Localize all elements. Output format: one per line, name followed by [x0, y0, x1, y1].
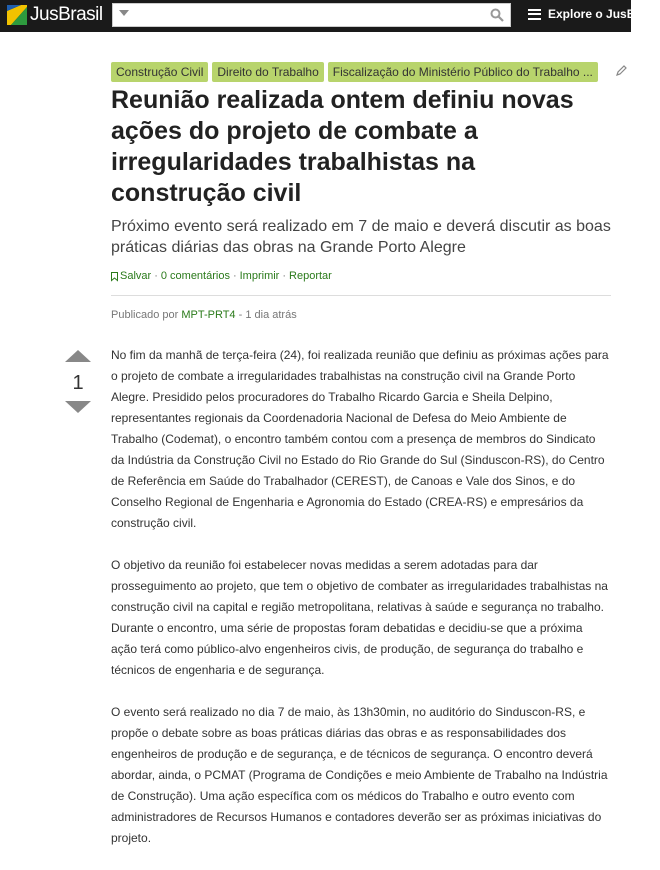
separator: ·	[282, 270, 287, 282]
published-time: - 1 dia atrás	[238, 309, 297, 321]
paragraph: No fim da manhã de terça-feira (24), foi realizada reunião que definiu as próximas ações para o projeto de combate a irregularidades trabalhistas na construção civil na Grande Porto Alegre. Presidido pelos procuradores do Trabalho Ricardo Garcia e Sheila Delpino, representantes regionais da Coordenadoria Nacional de Defesa do Meio Ambiente de Trabalho (Codemat), o encontro também contou com a presença de membros do Sindicato da Indústria da Construção Civil no Estado do Rio Grande do Sul (Sinduscon-RS), do Centro de Referência em Saúde do Trabalhador (CEREST), de Canoas e Vale dos Sinos, e do Conselho Regional de Engenharia e Agronomia do Estado (CREA-RS) e empresários da construção civil.	[111, 348, 609, 530]
tag-fiscalizacao-mpt[interactable]: Fiscalização do Ministério Público do Trabalho ...	[328, 62, 598, 82]
search-box[interactable]	[112, 3, 511, 27]
separator: ·	[232, 270, 237, 282]
divider	[111, 295, 611, 296]
save-link[interactable]: Salvar	[120, 270, 152, 282]
downvote-arrow-icon[interactable]	[65, 401, 91, 413]
explore-menu-button[interactable]	[528, 7, 660, 21]
separator: ·	[154, 270, 158, 282]
search-icon[interactable]	[490, 8, 504, 22]
topic-tags	[111, 62, 598, 82]
published-prefix: Publicado por	[111, 309, 179, 321]
top-navigation-bar	[0, 0, 660, 32]
pencil-icon[interactable]	[616, 64, 628, 76]
article-subtitle: Próximo evento será realizado em 7 de maio e deverá discutir as boas práticas diárias das obras na Grande Porto Alegre	[111, 218, 611, 256]
article-actions	[111, 270, 332, 282]
chevron-down-icon[interactable]	[119, 10, 129, 16]
brazil-flag-icon	[7, 5, 27, 25]
article-title: Reunião realizada ontem definiu novas ações do projeto de combate a irregularidades trabalhistas na construção civil	[111, 86, 574, 207]
bookmark-icon[interactable]	[111, 272, 118, 281]
explore-label: Explore o JusBrasil	[548, 7, 660, 21]
tag-construcao-civil[interactable]: Construção Civil	[111, 62, 208, 82]
tag-direito-do-trabalho[interactable]: Direito do Trabalho	[212, 62, 323, 82]
vote-widget	[64, 350, 92, 413]
search-input[interactable]	[135, 6, 479, 26]
vote-count: 1	[72, 372, 84, 394]
paragraph: O objetivo da reunião foi estabelecer novas medidas a serem adotadas para dar prosseguimento ao projeto, que tem o objetivo de combater as irregularidades trabalhistas na construção civil na capital e região metropolitana, relativas à saúde e segurança no trabalho. Durante o encontro, uma série de propostas foram debatidas e decidiu-se que a próxima ação terá como público-alvo engenheiros civis, de produção, de segurança do trabalho e técnicos de engenharia e de segurança.	[111, 558, 608, 677]
upvote-arrow-icon[interactable]	[65, 350, 91, 362]
paragraph: O evento será realizado no dia 7 de maio, às 13h30min, no auditório do Sinduscon-RS, e propõe o debate sobre as boas práticas diárias das obras e as responsabilidades dos engenheiros de produção e de segurança, e de técnicos de segurança. O encontro deverá abordar, ainda, o PCMAT (Programa de Condições e meio Ambiente de Trabalho na Indústria de Construção). Uma ação específica com os médicos do Trabalho e outro evento com administradores de Recursos Humanos e contadores deverão ser as próximas iniciativas do projeto.	[111, 705, 608, 845]
jusbrasil-logo[interactable]	[7, 4, 103, 26]
logo-text: JusBrasil	[30, 4, 103, 25]
print-link[interactable]: Imprimir	[239, 270, 280, 282]
published-info	[111, 309, 297, 321]
author-link[interactable]: MPT-PRT4	[181, 309, 236, 321]
menu-icon	[528, 9, 541, 20]
report-link[interactable]: Reportar	[289, 270, 332, 282]
article-body	[111, 345, 611, 870]
comments-link[interactable]: 0 comentários	[160, 270, 230, 282]
